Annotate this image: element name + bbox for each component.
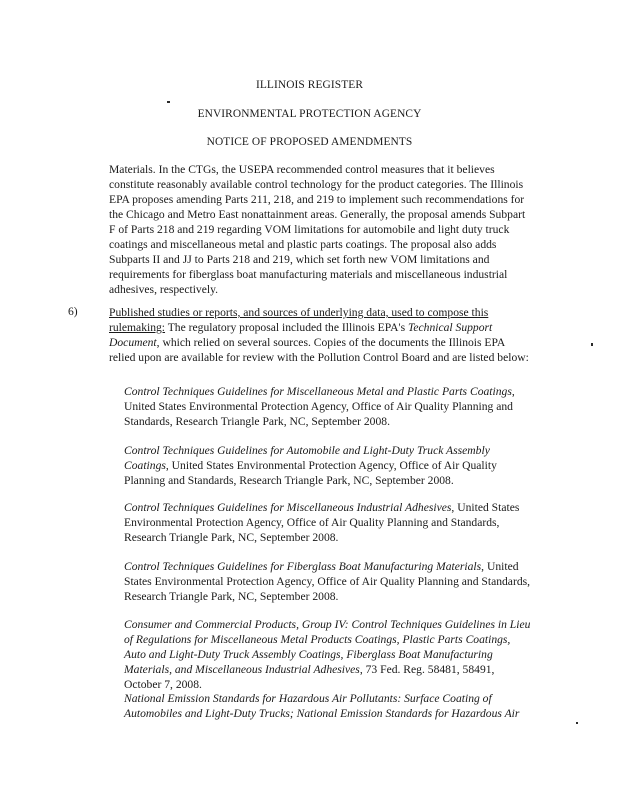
studies-paragraph [109, 305, 531, 365]
studies-heading: Published studies or reports, and sources of underlying data, used to compose this rulemaking: [109, 306, 489, 334]
tsd-title: Technical Support Document [109, 321, 493, 349]
reference-title: Control Techniques Guidelines for Miscellaneous Metal and Plastic Parts Coatings [124, 385, 512, 398]
reference-item [124, 559, 534, 604]
studies-lead: The regulatory proposal included the Illinois EPA's [165, 321, 408, 334]
item-number: 6) [68, 305, 78, 318]
reference-title: Control Techniques Guidelines for Miscellaneous Industrial Adhesives [124, 501, 452, 514]
register-title: ILLINOIS REGISTER [255, 79, 364, 91]
reference-details: , United States Environmental Protection Agency, Office of Air Quality Planning and Standards, Research Triangle Park, NC, September 2008. [124, 560, 531, 603]
reference-item [124, 384, 534, 429]
scan-speck [576, 722, 578, 724]
reference-item [124, 443, 534, 488]
reference-details: , United States Environmental Protection Agency, Office of Air Quality Planning and Standards, Research Triangle Park, NC, September 2008. [124, 501, 520, 544]
reference-title: National Emission Standards for Hazardous Air Pollutants: Surface Coating of Automobiles and Light-Duty Trucks; National Emission Standards for Hazardous Air [124, 692, 520, 720]
reference-details: , 73 Fed. Reg. 58481, 58491, October 7, 2008. [124, 663, 495, 691]
notice-title: NOTICE OF PROPOSED AMENDMENTS [206, 136, 413, 148]
studies-tail: , which relied on several sources. Copies of the documents the Illinois EPA relied upon are available for review with the Pollution Control Board and are listed below: [109, 336, 529, 364]
scan-speck [167, 101, 170, 103]
scan-speck [591, 343, 593, 346]
reference-item [124, 500, 534, 545]
reference-details: , United States Environmental Protection Agency, Office of Air Quality Planning and Standards, Research Triangle Park, NC, September 2008. [124, 459, 497, 487]
reference-details: , United States Environmental Protection Agency, Office of Air Quality Planning and Standards, Research Triangle Park, NC, September 2008. [124, 385, 515, 428]
reference-item [124, 691, 534, 721]
agency-title: ENVIRONMENTAL PROTECTION AGENCY [197, 108, 422, 120]
reference-item [124, 617, 534, 692]
reference-title: Control Techniques Guidelines for Fiberglass Boat Manufacturing Materials [124, 560, 482, 573]
reference-title: Control Techniques Guidelines for Automobile and Light-Duty Truck Assembly Coatings [124, 444, 490, 472]
materials-paragraph: Materials. In the CTGs, the USEPA recommended control measures that it believes constitute reasonably available control technology for the product categories. The Illinois EPA proposes amending Parts 211, 218, and 219 to implement such recommendations for the Chicago and Metro East nonattainment areas. Generally, the proposal amends Subpart F of Parts 218 and 219 regarding VOM limitations for automobile and light duty truck coatings and miscellaneous metal and plastic parts coatings. The proposal also adds Subparts II and JJ to Parts 218 and 219, which set forth new VOM limitations and requirements for fiberglass boat manufacturing materials and miscellaneous industrial adhesives, respectively. [109, 163, 526, 296]
reference-title: Consumer and Commercial Products, Group IV: Control Techniques Guidelines in Lieu of Regulations for Miscellaneous Metal Products Coatings, Plastic Parts Coatings, Auto and Light-Duty Truck Assembly Coatings, Fiberglass Boat Manufacturing Materials, and Miscellaneous Industrial Adhesives [124, 618, 531, 676]
